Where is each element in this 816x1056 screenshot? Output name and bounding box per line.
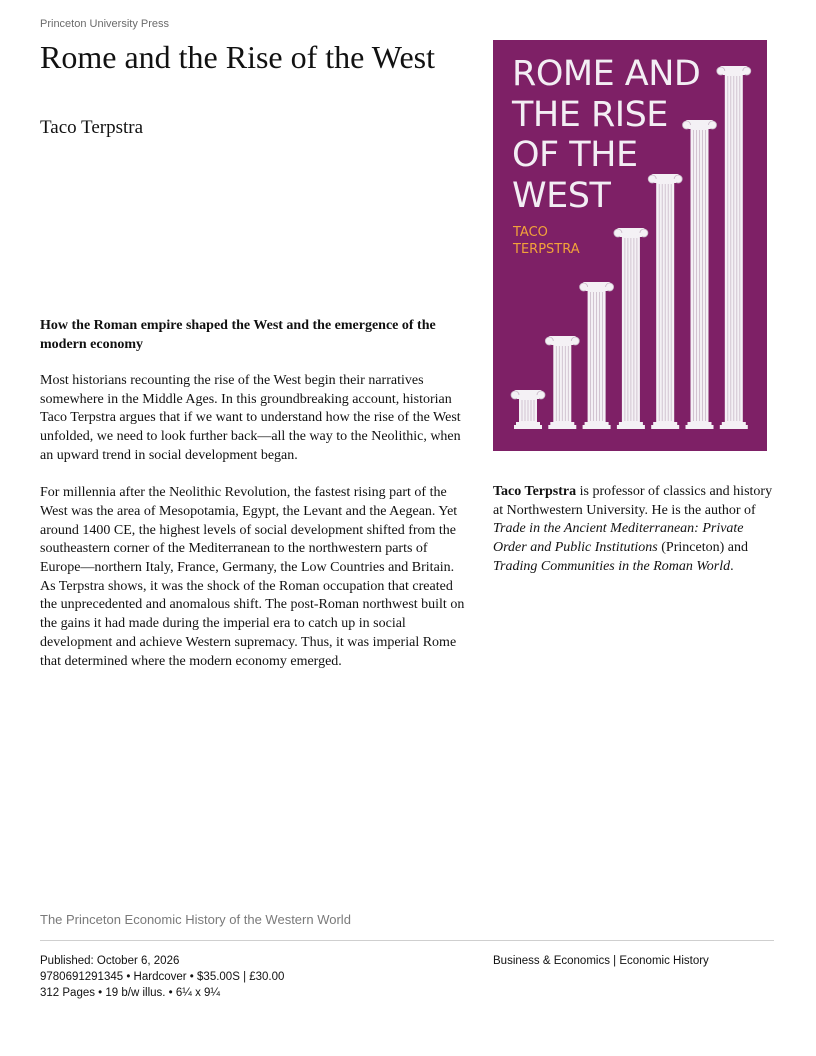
column-icon bbox=[614, 228, 648, 429]
series-name: The Princeton Economic History of the Western World bbox=[40, 912, 351, 927]
column-icon bbox=[580, 282, 614, 429]
publisher-name: Princeton University Press bbox=[40, 18, 169, 30]
divider bbox=[40, 940, 774, 941]
page-specs: 312 Pages • 19 b/w illus. • 6¼ x 9¼ bbox=[40, 987, 221, 999]
column-icon bbox=[511, 390, 545, 429]
book-title: Rome and the Rise of the West bbox=[40, 39, 435, 75]
column-icon bbox=[545, 336, 579, 429]
isbn-format-price: 9780691291345 • Hardcover • $35.00S | £30.00 bbox=[40, 971, 285, 983]
book-tagline: How the Roman empire shaped the West and the emergence of the modern economy bbox=[40, 318, 436, 352]
description-paragraph: Most historians recounting the rise of the West begin their narratives somewhere in the Middle Ages. In this groundbreaking account, historian Taco Terpstra argues that if we want to understand how the rise of the West unfolded, we need to look further back—all the way to the Neolithic, when an upward trend in social development began. bbox=[40, 373, 461, 463]
author-bio bbox=[493, 483, 773, 577]
publication-date: Published: October 6, 2026 bbox=[40, 955, 180, 967]
bio-text: . bbox=[730, 558, 734, 574]
cover-author: TACO TERPSTRA bbox=[513, 225, 580, 257]
book-cover bbox=[493, 40, 767, 451]
book-description bbox=[40, 372, 465, 690]
bio-book-title: Trade in the Ancient Mediterranean: Private Order and Public Institutions bbox=[493, 521, 744, 556]
bio-text: is professor of classics and history at Northwestern University. He is the author of bbox=[493, 484, 773, 518]
subject-categories: Business & Economics | Economic History bbox=[493, 955, 709, 967]
cover-title: ROME AND THE RISE OF THE WEST bbox=[512, 54, 701, 216]
description-paragraph: For millennia after the Neolithic Revolution, the fastest rising part of the West was the area of Mesopotamia, Egypt, the Levant and the Aegean. Yet around 1400 CE, the highest levels of social development shifted from the southeastern corner of the Mediterranean to the northwestern parts of Europe—northern Italy, France, Germany, the Low Countries and Britain. As Terpstra shows, it was the shock of the Roman occupation that created the unprecedented and anomalous shift. The post-Roman northwest built on the gains it had made during the imperial era to catch up in social development and achieve Western supremacy. Thus, it was imperial Rome that determined where the modern economy emerged. bbox=[40, 485, 465, 669]
publication-details bbox=[40, 953, 284, 1001]
bio-text: (Princeton) and bbox=[657, 540, 748, 556]
book-author: Taco Terpstra bbox=[40, 117, 144, 138]
bio-book-title: Trading Communities in the Roman World bbox=[493, 558, 731, 574]
bio-author-name: Taco Terpstra bbox=[493, 484, 577, 499]
column-icon bbox=[717, 66, 751, 429]
